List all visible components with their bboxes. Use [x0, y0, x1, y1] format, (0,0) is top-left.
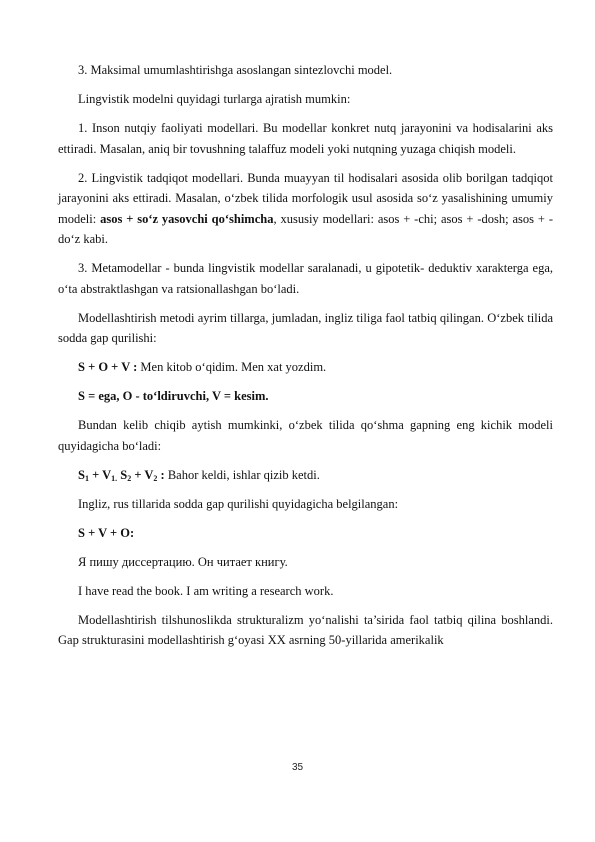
- research-models-tail: , xususiy modellari: asos + -chi; asos + -dosh; asos + -do‘z kabi.: [58, 211, 553, 246]
- paragraph-model-types-intro: Lingvistik modelni quyidagi turlarga ajratish mumkin:: [78, 92, 351, 106]
- paragraph-svo-example: [58, 357, 553, 378]
- compound-formula: $S_1 + V_{1.}$ $S_2 + V_2$ :: [78, 467, 168, 483]
- paragraph-svo-formula-2: [58, 523, 553, 544]
- paragraph-compound-sentence-model: Bundan kelib chiqib aytish mumkinki, o‘zbek tilida qo‘shma gapning eng kichik modeli quyidagicha bo‘ladi:: [58, 418, 553, 453]
- paragraph-svo-legend: [58, 386, 553, 407]
- paragraph-metamodels: 3. Metamodellar - bunda lingvistik modellar saralanadi, u gipotetik- deduktiv xarakterga ega, o‘ta abstraktlashgan va ratsionallashgan bo‘ladi.: [58, 261, 553, 296]
- paragraph-compound-formula: [58, 465, 553, 486]
- paragraph-structuralism: Modellashtirish tilshunoslikda strukturalizm yo‘nalishi ta’sirida faol tatbiq qilina boshlandi. Gap strukturasini modellashtirish g‘oyasi XX asrning 50-yillarida amerikalik: [58, 612, 553, 647]
- paragraph-speech-activity-models: 1. Inson nutqiy faoliyati modellari. Bu modellar konkret nutq jarayonini va hodisalarini aks ettiradi. Masalan, aniq bir tovushning talaffuz modeli yoki nutqning yuzaga chiqish modeli.: [58, 121, 553, 156]
- svo-example-text: Men kitob o‘qidim. Men xat yozdim.: [140, 360, 327, 374]
- paragraph-modeling-method: Modellashtirish metodi ayrim tillarga, jumladan, ingliz tiliga faol tatbiq qilingan. O‘zbek tilida sodda gap qurilishi:: [58, 310, 553, 345]
- paragraph-research-models: [58, 168, 553, 250]
- svo-legend: S = ega, O - to‘ldiruvchi, V = kesim.: [78, 389, 269, 403]
- paragraph-model-item-3: 3. Maksimal umumlashtirishga asoslangan sintezlovchi model.: [78, 63, 393, 77]
- paragraph-english-russian-intro: Ingliz, rus tillarida sodda gap qurilishi quyidagicha belgilangan:: [78, 496, 399, 511]
- page-number: 35: [291, 762, 304, 773]
- paragraph-russian-example: Я пишу диссертацию. Он читает книгу.: [78, 554, 288, 569]
- compound-example-text: Bahor keldi, ishlar qizib ketdi.: [167, 467, 320, 482]
- paragraph-english-example: I have read the book. I am writing a research work.: [78, 583, 334, 598]
- svo-formula: S + O + V :: [78, 360, 141, 374]
- research-models-text: 2. Lingvistik tadqiqot modellari. Bunda muayyan til hodisalari asosida olib borilgan tadqiqot jarayonini aks ettiradi. Masalan, o‘zbek tilida morfologik usul asosida so‘z yasalishining umumiy modeli:: [58, 170, 553, 226]
- svo-formula-2: S + V + O:: [78, 525, 135, 540]
- general-model-formula: asos + so‘z yasovchi qo‘shimcha: [100, 211, 274, 226]
- document-body: [58, 60, 553, 659]
